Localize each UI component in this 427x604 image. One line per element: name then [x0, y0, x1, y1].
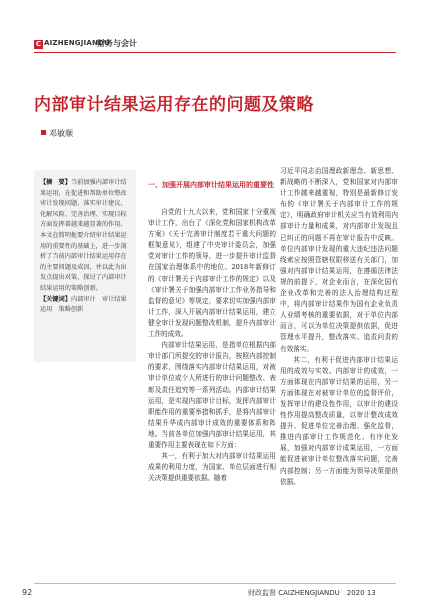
keywords-label: 【关键词】: [40, 295, 71, 303]
author-line: [41, 128, 73, 139]
journal-brand: AIZHENGJIANDU: [44, 39, 110, 47]
body-column-right: [280, 166, 398, 488]
abstract-text: 当前加强内部审计结果运用，在促进和帮助单位整改审计发现问题、落实审计建议、化解风险、完善治理、实现目标方面发挥着越来越显著的作用。本文在简明扼要介绍审计结果运用的重要性的基础上，进一步剖析了当前内部审计结果运用存在的主要问题及成因，并以此为出发点提出对策，探讨了内部审计结果运用的策略创新。: [40, 179, 127, 292]
body-paragraph: 其二，有利于促进内部审计结果运用的成效与实效。内部审计的成效，一方面体现在内部审计结果的运用，另一方面体现在对被审计单位的监督评价，发挥审计的建设性作用，以审计的建设性作用提高整改质量，以审计整改成效提升、促进单位完善治理、强化监督，推进内部审计工作规范化、有序化发展，加强对内部审计成果运用，一方面能促进被审计单位整改落实问题，完善内部控制；另一方面能为领导决策提供依据。: [280, 355, 398, 486]
page-header: [0, 0, 427, 52]
body-paragraph: 内部审计结果运用，是指单位根据内部审计部门所提交的审计报告，按照内部控制的要求，围绕落实内部审计结果运用，对被审计单位或个人所进行的审计问题整改、表彰及责任追究等一系列活动。内部审计结果运用，是实现内部审计目标，发挥内部审计职能作用的重要举措和抓手，是将内部审计结果升华成内部审计成效的重要体系和阵地。当前各单位加强内部审计结果运用，其重要作用主要表现在如下方面：: [148, 341, 276, 449]
abstract-box: [34, 170, 136, 362]
body-paragraph: 习近平同志治国理政新理念、新思想、新战略的不断深入，党和国家对内部审计工作越来越重视，特别是最新修订发布的《审计署关于内部审计工作的规定》，明确政府审计机关应当有效利用内部审计力量和成果，对内部审计发现且已纠正的问题不再在审计报告中反映。单位内部审计发现的重大违纪违法问题线索应按照管辖权限移送有关部门，加强对内部审计结果运用，在遵循法律法规的前提下，对企业而言，在深化国有企业改革和完善的法人治理结构过程中，将内部审计结果作为国有企业负责人业绩考核的重要依据，对于单位内部而言，可以为单位决策提供依据，促进管理水平提升，整改落实、追责问责的有效落实。: [280, 167, 398, 353]
body-paragraph: 其一，有利于加大对内部审计结果运用成果的利用力度，为国家、单位层面进行相关决策提供重要依据。随着: [148, 452, 276, 483]
keywords-text: 内部审计 审计结果运用 策略创新: [40, 295, 127, 314]
author-bullet-icon: [41, 130, 46, 135]
header-divider: [34, 52, 396, 53]
body-paragraph: 自党的十九大以来，党和国家十分重视审计工作，出台了《深化党和国家机构改革方案》《关于完善审计制度若干重大问题的框架意见》，组建了中央审计委员会，加强党对审计工作的领导，进一步提升审计监督在国家治理体系中的地位。2018年新修订的《审计署关于内部审计工作的规定》以及《审计署关于加强内部审计工作业务指导和监督的意见》等规定，要求切实加强内部审计工作，深入开展内部审计结果运用，建立健全审计发现问题整改机制，提升内部审计工作的成效。: [148, 208, 276, 339]
section-name: 财务与会计: [97, 39, 137, 48]
body-column-middle: [148, 207, 276, 484]
footer-divider: [34, 583, 396, 584]
section-heading: 一、加强开展内部审计结果运用的重要性: [148, 181, 274, 189]
article-title: 内部审计结果运用存在的问题及策略: [34, 95, 314, 115]
journal-footer: 财政监督 CAIZHENGJIANDU 2020 13: [248, 589, 376, 597]
abstract-label: 【摘 要】: [40, 179, 71, 186]
author-name: 邓敏顺: [49, 129, 73, 138]
page-number: 92: [22, 588, 33, 597]
journal-logo-icon: C: [35, 40, 42, 48]
